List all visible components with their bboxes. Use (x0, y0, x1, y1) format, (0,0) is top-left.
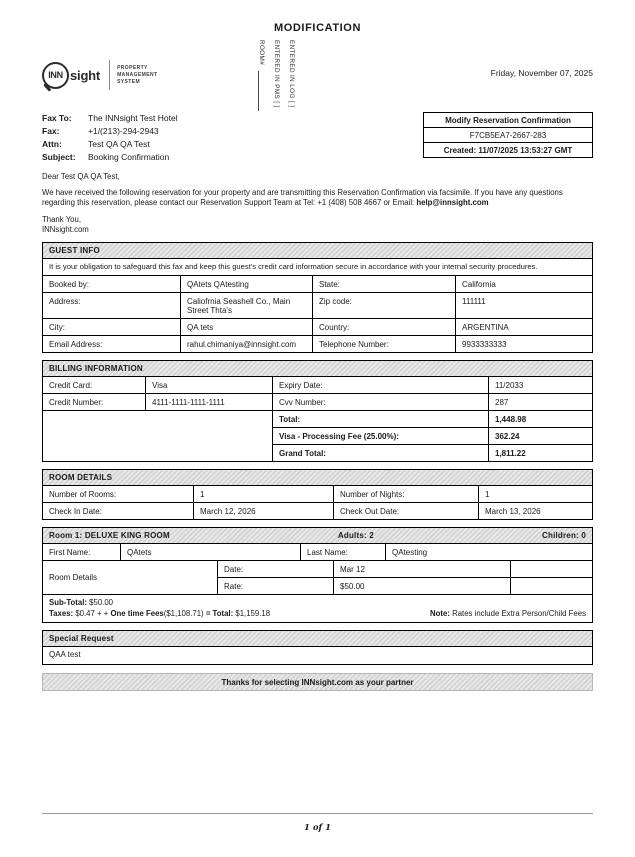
room1-section (42, 527, 593, 623)
grand-total-label: Grand Total: (272, 444, 488, 461)
logo-sight-text: sight (70, 67, 101, 83)
num-nights-label: Number of Nights: (333, 486, 478, 502)
room-details-header: ROOM DETAILS (43, 470, 592, 486)
line-total-label: = Total: (205, 609, 234, 618)
taxes-label: Taxes: (49, 609, 74, 618)
fax-to-line (42, 112, 178, 125)
page-title: MODIFICATION (273, 22, 362, 34)
confirmation-box (423, 112, 593, 158)
support-email: help@innsight.com (416, 198, 489, 207)
guest-info-table (43, 275, 592, 352)
subtotal-line (49, 597, 586, 608)
fax-to-value: The INNsight Test Hotel (88, 113, 178, 123)
rate-value: $50.00 (333, 577, 510, 594)
guest-info-section (42, 242, 593, 353)
subject-line (42, 151, 178, 164)
city-value: QA tets (180, 318, 312, 335)
line-total-value: $1,159.18 (235, 609, 271, 618)
confirmation-title: Modify Reservation Confirmation (423, 112, 593, 128)
fax-header-row (42, 112, 593, 164)
fax-to-label: Fax To: (42, 113, 72, 123)
fax-number-line (42, 125, 178, 138)
num-rooms-label: Number of Rooms: (49, 489, 117, 499)
stamp-entered-in-pms: ENTERED IN PMS [ ] (273, 40, 280, 108)
expiry-label: Expiry Date: (272, 377, 488, 393)
room-details-table (43, 486, 592, 519)
zip-label: Zip code: (312, 292, 455, 318)
confirmation-code: F7CB5EA7-2667-283 (423, 128, 593, 143)
special-request-text: QAA test (49, 650, 81, 659)
total-label: Total: (272, 410, 488, 427)
header-band (42, 38, 593, 110)
magnifier-logo-icon (42, 62, 100, 89)
cvv-value: 287 (488, 393, 593, 410)
room1-subtotal-block (43, 594, 592, 622)
rate-label: Rate: (217, 577, 333, 594)
check-out-value: March 13, 2026 (478, 502, 593, 519)
first-name-label: First Name: (49, 547, 91, 557)
credit-card-value: Visa (145, 377, 272, 393)
country-value: ARGENTINA (455, 318, 593, 335)
stamp-room-label: ROOM# (258, 40, 265, 66)
logo-inn-text: INN (48, 70, 63, 80)
greeting: Dear Test QA QA Test, (42, 172, 120, 181)
signature: INNsight.com (42, 225, 89, 234)
state-label: State: (312, 275, 455, 292)
credit-card-label: Credit Card: (49, 380, 93, 390)
room-details-section (42, 469, 593, 520)
subtotal-value: $50.00 (89, 598, 113, 607)
rates-note (430, 608, 586, 619)
subject-label: Subject: (42, 152, 76, 162)
processing-fee-value: 362.24 (488, 427, 593, 444)
processing-fee-label: Visa - Processing Fee (25.00%): (272, 427, 488, 444)
fax-number-value: +1/(213)-294-2943 (88, 126, 159, 136)
grand-total-value: 1,811.22 (488, 444, 593, 461)
num-nights-value: 1 (478, 486, 593, 502)
address-value: Caliofrnia Seashell Co., Main Street Thta's (180, 292, 312, 318)
room1-title: Room 1: DELUXE KING ROOM (49, 531, 170, 540)
credit-number-label: Credit Number: (43, 393, 145, 410)
billing-header: BILLING INFORMATION (43, 361, 592, 377)
attn-value: Test QA QA Test (88, 139, 150, 149)
security-notice: It is your obligation to safeguard this fax and keep this guest's credit card information secure in accordance with your internal security procedures. (49, 262, 538, 271)
stamp-room-fill-line (258, 71, 259, 111)
special-request-section (42, 630, 593, 665)
fax-number-label: Fax: (42, 126, 60, 136)
letter-text: We have received the following reservation for your property and are transmitting this Reservation Confirmation via facsimile. If you have any questions regarding this reservation, please contact our Reservation Support Team at Tel: +1 (408) 508 4667 or Email: (42, 188, 563, 207)
expiry-value: 11/2033 (488, 377, 593, 393)
booked-by-label: Booked by: (43, 275, 180, 292)
taxes-line (49, 608, 270, 619)
date-label: Date: (217, 560, 333, 577)
phone-label: Telephone Number: (312, 335, 455, 352)
attn-label: Attn: (42, 139, 62, 149)
guest-info-header: GUEST INFO (43, 243, 592, 259)
first-name-value: QAtets (120, 544, 300, 560)
fees-label: One time Fees (110, 609, 164, 618)
cvv-label: Cvv Number: (272, 393, 488, 410)
thanks-bar: Thanks for selecting INNsight.com as your partner (42, 673, 593, 691)
zip-value: 111111 (455, 292, 593, 318)
address-label: Address: (43, 292, 180, 318)
note-text: Rates include Extra Person/Child Fees (452, 609, 586, 618)
state-value: California (455, 275, 593, 292)
credit-number-value: 4111-1111-1111-1111 (145, 393, 272, 410)
office-use-stamp (255, 40, 295, 110)
country-label: Country: (312, 318, 455, 335)
billing-table (43, 377, 592, 461)
page-number: 1 of 1 (303, 823, 332, 833)
tagline-line3: SYSTEM (117, 78, 141, 85)
fees-value: ($1,108.71) (163, 609, 204, 618)
stamp-room-number (255, 40, 265, 110)
stamp-entered-in-log: ENTERED IN LOG [ ] (288, 40, 295, 108)
attn-line (42, 138, 178, 151)
special-request-header: Special Request (43, 631, 592, 647)
logo-tagline (117, 65, 157, 86)
room1-name-row (43, 544, 592, 560)
subject-value: Booking Confirmation (88, 152, 170, 162)
billing-section (42, 360, 593, 462)
date-value: Mar 12 (333, 560, 510, 577)
email-value: rahul.chimaniya@innsight.com (180, 335, 312, 352)
room1-header (43, 528, 592, 544)
tax-note-line (49, 608, 586, 619)
confirmation-created: Created: 11/07/2025 13:53:27 GMT (423, 143, 593, 158)
subtotal-label: Sub-Total: (49, 598, 87, 607)
billing-empty-cell (43, 410, 272, 461)
room1-adults: Adults: 2 (337, 531, 374, 540)
email-label: Email Address: (43, 335, 180, 352)
rate-empty-cell2 (510, 577, 593, 594)
page-footer (42, 813, 593, 835)
num-rooms-value: 1 (193, 486, 333, 502)
logo-divider (109, 60, 110, 90)
letter-paragraph (42, 188, 593, 208)
check-in-value: March 12, 2026 (193, 502, 333, 519)
check-out-label: Check Out Date: (333, 502, 478, 519)
room1-rate-table (43, 560, 592, 594)
room1-children: Children: 0 (542, 531, 586, 540)
check-in-label: Check In Date: (43, 502, 193, 519)
last-name-value: QAtesting (385, 544, 593, 560)
innsight-logo (42, 60, 157, 90)
tagline-line2: MANAGEMENT (117, 71, 158, 78)
fax-address-block (42, 112, 178, 164)
tagline-line1: PROPERTY (117, 64, 148, 71)
letter-body (42, 172, 593, 235)
taxes-value: $0.47 + + (75, 609, 109, 618)
room-details-cell-label: Room Details (43, 560, 217, 594)
thank-you: Thank You, (42, 215, 82, 224)
booked-by-value: QAtets QAtesting (180, 275, 312, 292)
rate-empty-cell (510, 560, 593, 577)
last-name-label: Last Name: (300, 544, 385, 560)
phone-value: 9933333333 (455, 335, 593, 352)
city-label: City: (43, 318, 180, 335)
total-value: 1,448.98 (488, 410, 593, 427)
note-label: Note: (429, 609, 450, 618)
document-date: Friday, November 07, 2025 (490, 68, 593, 78)
